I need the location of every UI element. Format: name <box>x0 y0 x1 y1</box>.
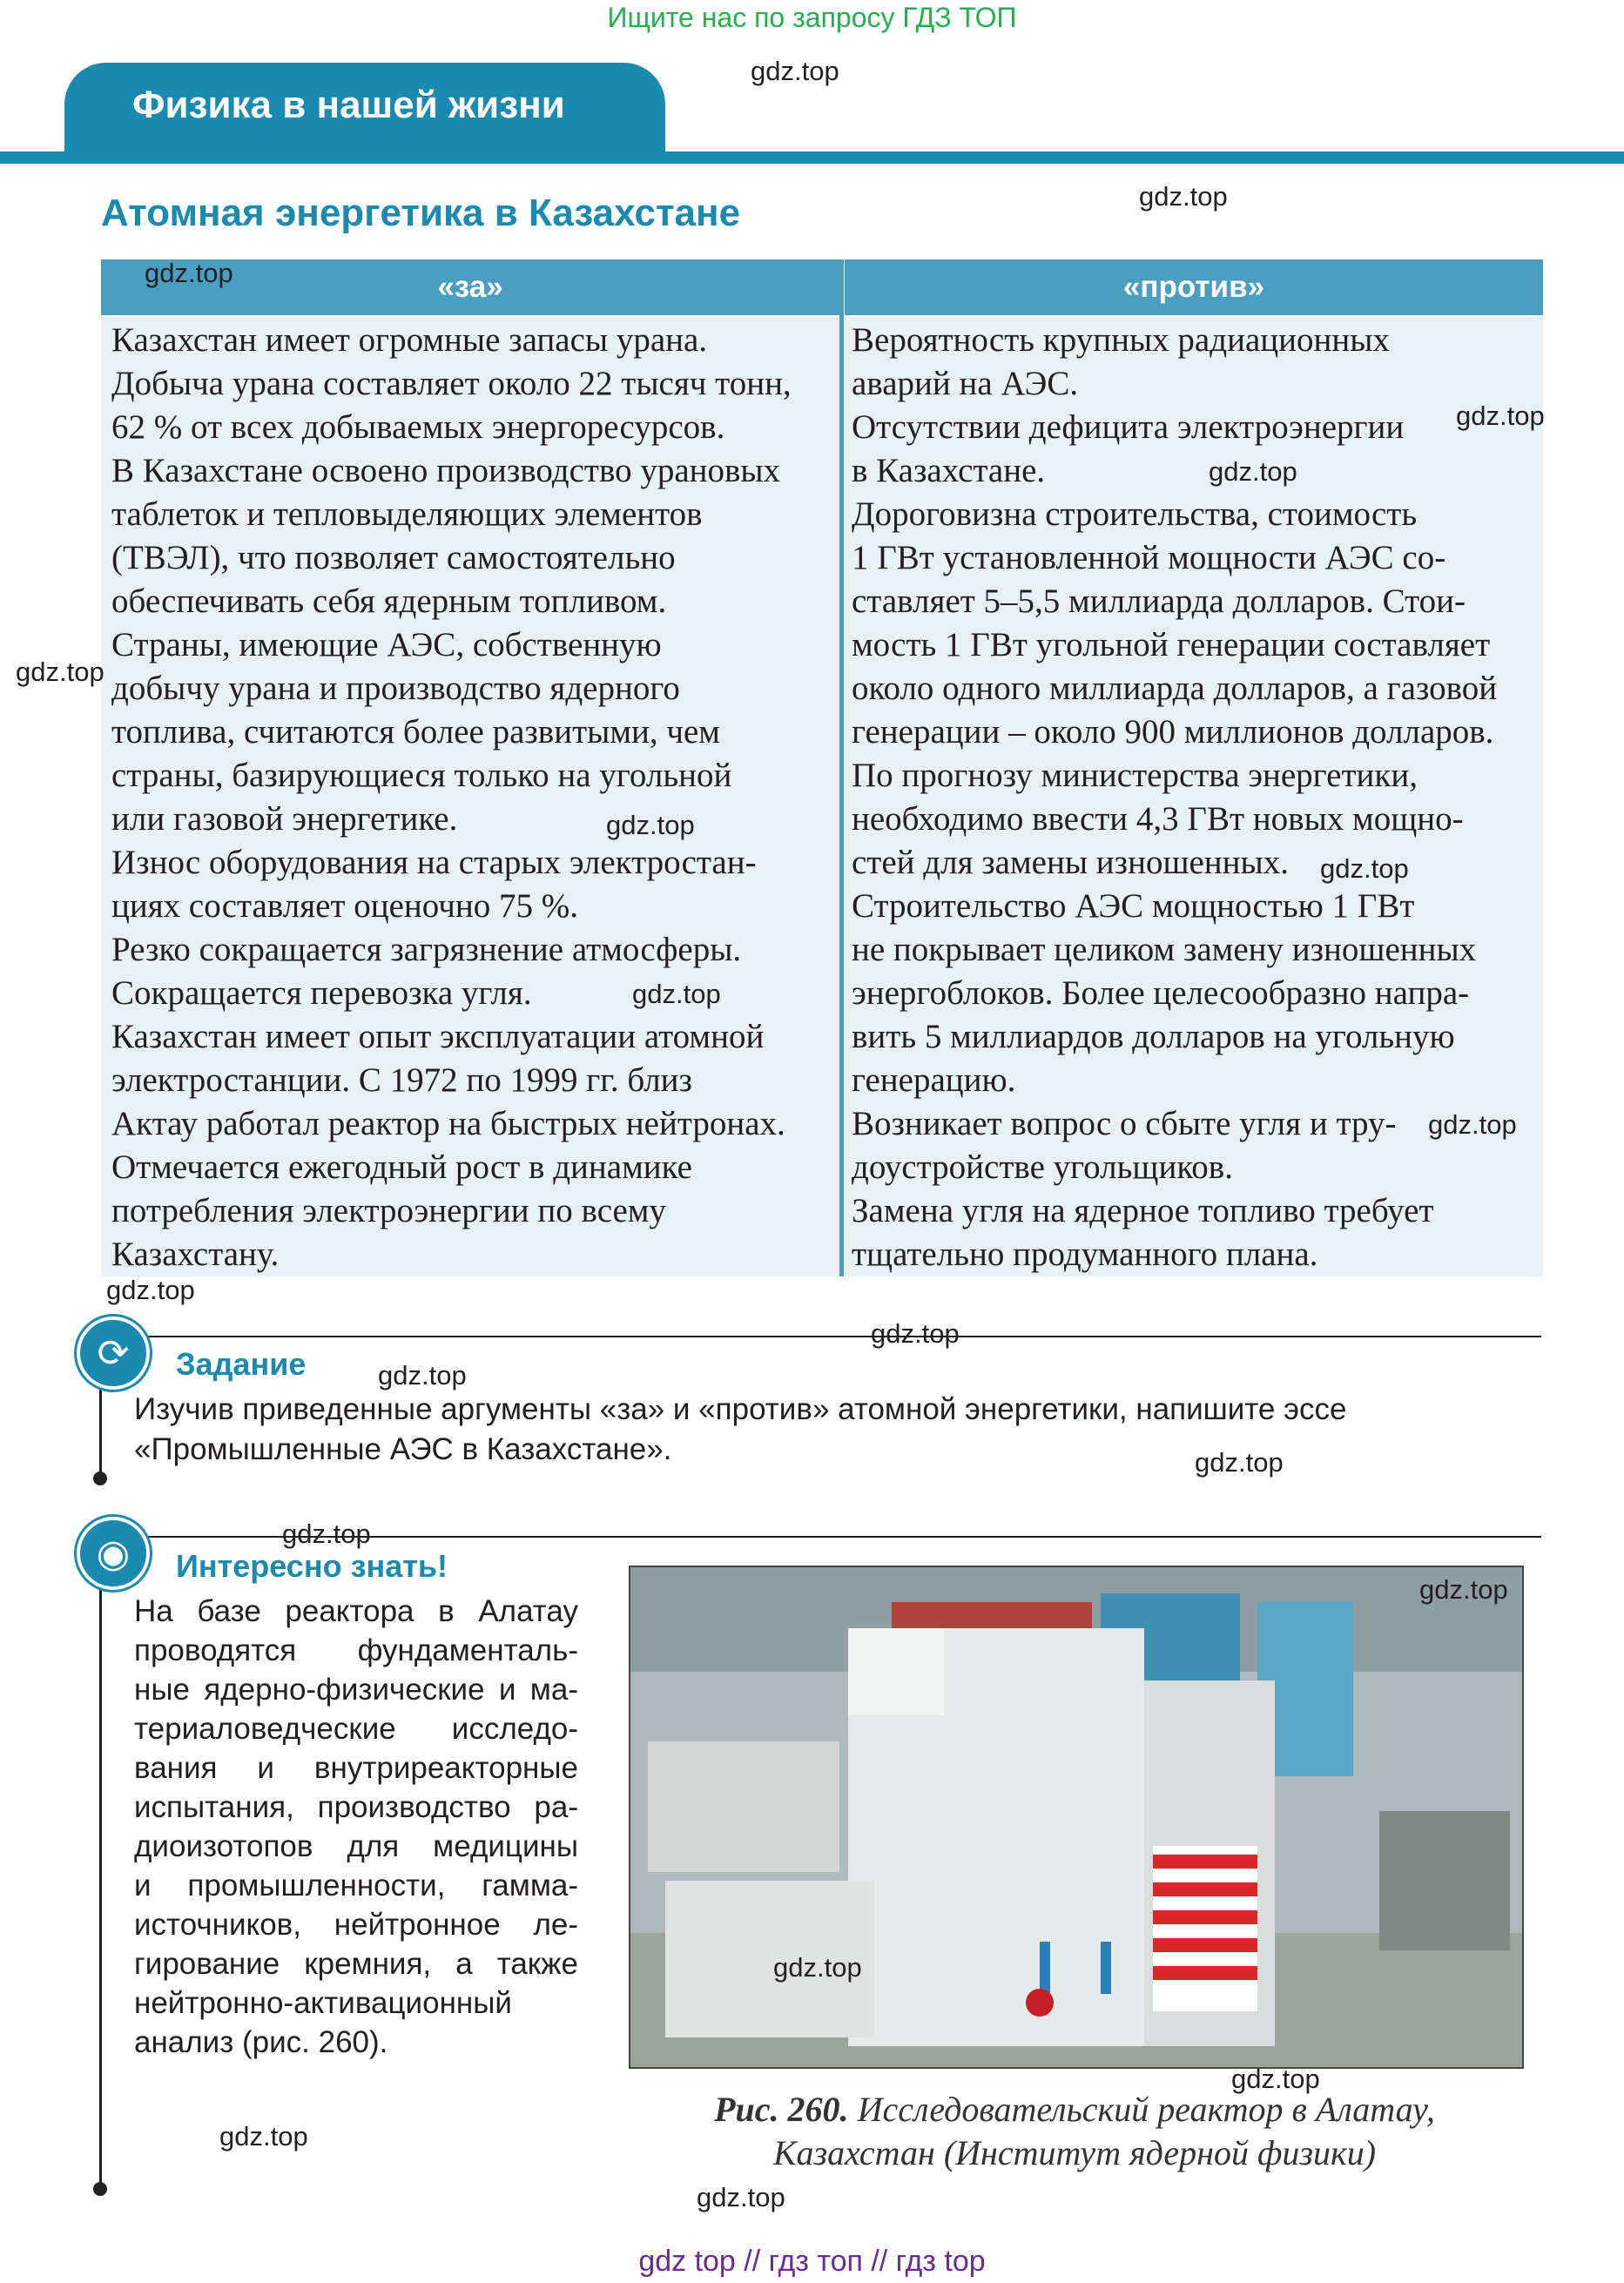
text-line: энергоблоков. Более целесообразно напра- <box>852 974 1470 1012</box>
text-line: генерации – около 900 миллионов долларов. <box>852 713 1494 751</box>
text-line: или газовой энергетике. <box>111 800 458 838</box>
watermark: gdz.top <box>1139 181 1228 212</box>
text-line: диоизотопов для медицины <box>134 1829 578 1863</box>
text-line: мость 1 ГВт угольной генерации составляет <box>852 626 1491 663</box>
text-line: Страны, имеющие АЭС, собственную <box>111 626 662 663</box>
text-line: страны, базирующиеся только на угольной <box>111 757 732 794</box>
reactor-illustration <box>630 1567 1522 2067</box>
watermark: gdz.top <box>282 1519 371 1549</box>
text-line: Казахстан имеет огромные запасы урана. <box>111 321 708 359</box>
text-line: ные ядерно-физические и ма- <box>134 1673 578 1707</box>
caption-line-1-text: Исследовательский реактор в Алатау, <box>848 2090 1435 2129</box>
task-rule <box>131 1336 1541 1337</box>
text-line: проводятся фундаменталь- <box>134 1633 578 1667</box>
caption-line-1 <box>629 2088 1520 2131</box>
watermark: gdz.top <box>106 1275 195 1305</box>
task-text: Изучив приведенные аргументы «за» и «против» атомной энергетики, напишите эссе «Промышленные АЭС в Казахстане». <box>134 1392 1347 1466</box>
text-line: Отсутствии дефицита электроэнергии <box>852 408 1405 446</box>
text-line: анализ (рис. 260). <box>134 2025 388 2059</box>
text-line: Вероятность крупных радиационных <box>852 321 1390 359</box>
text-line: 62 % от всех добываемых энергоресурсов. <box>111 408 725 446</box>
text-line: стей для замены изношенных. <box>852 844 1289 881</box>
watermark: gdz.top <box>773 1952 862 1983</box>
table-divider <box>839 259 844 1276</box>
text-line: (ТВЭЛ), что позволяет самостоятельно <box>111 539 676 576</box>
table-header-against <box>845 259 1543 315</box>
fact-vline <box>99 1559 102 2187</box>
caption-fig-label: Рис. 260. <box>714 2090 849 2129</box>
text-line: Добыча урана составляет около 22 тысяч тонн, <box>111 365 792 402</box>
text-line: териаловедческие исследо- <box>134 1712 578 1746</box>
text-line: По прогнозу министерства энергетики, <box>852 757 1418 794</box>
watermark: gdz.top <box>1209 456 1297 487</box>
text-line: и промышленности, гамма- <box>134 1869 578 1902</box>
text-line: ставляет 5–5,5 миллиарда долларов. Стои- <box>852 583 1466 620</box>
text-line: Сокращается перевозка угля. <box>111 974 532 1012</box>
watermark: gdz.top <box>1195 1447 1284 1478</box>
text-line: Казахстану. <box>111 1236 280 1273</box>
bottom-banner: gdz top // гдз топ // гдз top <box>638 2245 986 2278</box>
fact-title: Интересно знать! <box>176 1548 448 1584</box>
watermark: gdz.top <box>697 2182 785 2212</box>
header-title: Физика в нашей жизни <box>132 84 565 126</box>
table-header-against-label: «против» <box>1122 270 1265 304</box>
reactor-photo <box>629 1566 1524 2069</box>
text-line: вить 5 миллиардов долларов на угольную <box>852 1018 1455 1055</box>
watermark: gdz.top <box>1419 1574 1508 1605</box>
header-rule <box>0 152 1624 164</box>
watermark: gdz.top <box>1231 2064 1320 2094</box>
text-line: Строительство АЭС мощностью 1 ГВт <box>852 887 1415 925</box>
text-line: Замена угля на ядерное топливо требует <box>852 1192 1434 1229</box>
text-line: В Казахстане освоено производство урановых <box>111 452 781 489</box>
watermark: gdz.top <box>219 2121 308 2152</box>
text-line: 1 ГВт установленной мощности АЭС со- <box>852 539 1446 576</box>
watermark: gdz.top <box>378 1360 467 1391</box>
text-line: в Казахстане. <box>852 452 1046 489</box>
text-line: Дороговизна строительства, стоимость <box>852 495 1418 533</box>
text-line: обеспечивать себя ядерным топливом. <box>111 583 667 620</box>
info-icon: ◉ <box>77 1517 150 1590</box>
watermark: gdz.top <box>16 657 104 687</box>
watermark: gdz.top <box>606 810 695 840</box>
text-line: генерацию. <box>852 1061 1016 1099</box>
text-line: таблеток и тепловыделяющих элементов <box>111 495 703 533</box>
text-line: На базе реактора в Алатау <box>134 1594 578 1628</box>
text-line: Казахстан имеет опыт эксплуатации атомной <box>111 1018 765 1055</box>
text-line: вания и внутриреакторные <box>134 1751 578 1785</box>
text-line: Актау работал реактор на быстрых нейтронах. <box>111 1105 785 1142</box>
text-line: аварий на АЭС. <box>852 365 1079 402</box>
against-arguments <box>852 319 1497 1276</box>
text-line: топлива, считаются более развитыми, чем <box>111 713 720 751</box>
watermark: gdz.top <box>1320 853 1409 884</box>
fact-dot <box>93 2182 107 2196</box>
text-line: Износ оборудования на старых электростан- <box>111 844 757 881</box>
fact-text <box>134 1592 578 2062</box>
text-line: тщательно продуманного плана. <box>852 1236 1318 1273</box>
caption-line-2: Казахстан (Институт ядерной физики) <box>772 2133 1377 2172</box>
watermark: gdz.top <box>871 1318 960 1349</box>
text-line: доустройстве угольщиков. <box>852 1148 1233 1186</box>
text-line: Резко сокращается загрязнение атмосферы. <box>111 931 742 968</box>
watermark: gdz.top <box>751 56 839 86</box>
figure-caption <box>629 2088 1520 2175</box>
text-line: не покрывает целиком замену изношенных <box>852 931 1477 968</box>
refresh-icon: ⟳ <box>77 1317 150 1390</box>
text-line: необходимо ввести 4,3 ГВт новых мощно- <box>852 800 1464 838</box>
text-line: нейтронно-активационный <box>134 1986 512 2020</box>
task-dot <box>93 1471 107 1485</box>
task-title: Задание <box>176 1346 307 1382</box>
text-line: Отмечается ежегодный рост в динамике <box>111 1148 692 1186</box>
text-line: источников, нейтронное ле- <box>134 1908 578 1942</box>
watermark: gdz.top <box>1456 401 1545 431</box>
table-header-for-label: «за» <box>437 270 503 304</box>
for-arguments <box>111 319 792 1276</box>
text-line: испытания, производство ра- <box>134 1790 578 1824</box>
text-line: электростанции. С 1972 по 1999 гг. близ <box>111 1061 692 1099</box>
text-line: добычу урана и производство ядерного <box>111 670 680 707</box>
watermark: gdz.top <box>145 258 233 288</box>
text-line: циях составляет оценочно 75 %. <box>111 887 579 925</box>
text-line: Возникает вопрос о сбыте угля и тру- <box>852 1105 1397 1142</box>
text-line: гирование кремния, а также <box>134 1947 578 1981</box>
watermark: gdz.top <box>632 979 721 1009</box>
top-banner: Ищите нас по запросу ГДЗ ТОП <box>607 2 1017 33</box>
text-line: около одного миллиарда долларов, а газовой <box>852 670 1498 707</box>
section-title: Атомная энергетика в Казахстане <box>101 192 741 234</box>
text-line: потребления электроэнергии по всему <box>111 1192 666 1229</box>
watermark: gdz.top <box>1428 1109 1517 1140</box>
